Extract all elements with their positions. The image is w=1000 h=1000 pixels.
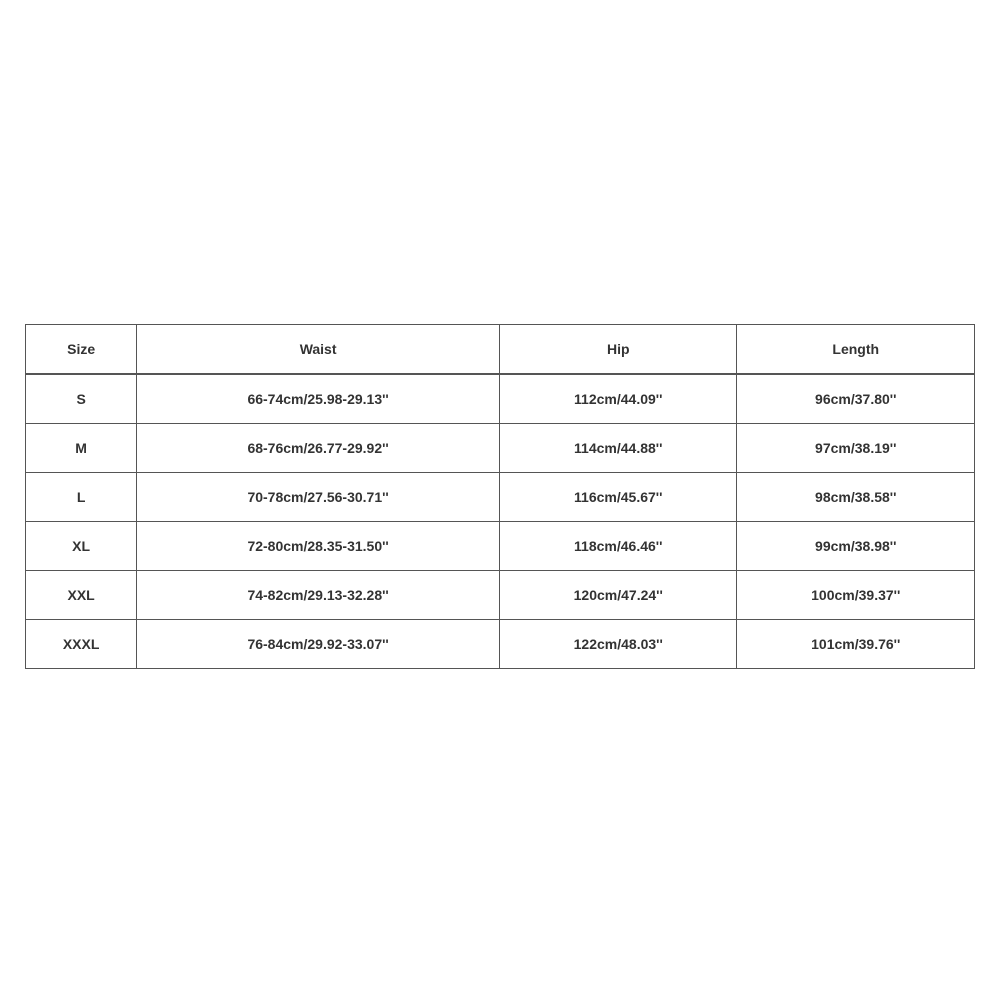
cell-size: XXL	[26, 571, 137, 620]
cell-hip: 118cm/46.46''	[499, 522, 737, 571]
cell-waist: 76-84cm/29.92-33.07''	[137, 620, 500, 669]
cell-size: XL	[26, 522, 137, 571]
cell-length: 96cm/37.80''	[737, 374, 975, 424]
table-header-row	[26, 325, 975, 375]
cell-waist: 72-80cm/28.35-31.50''	[137, 522, 500, 571]
table-row	[26, 473, 975, 522]
cell-length: 98cm/38.58''	[737, 473, 975, 522]
cell-hip: 114cm/44.88''	[499, 424, 737, 473]
cell-hip: 122cm/48.03''	[499, 620, 737, 669]
cell-hip: 116cm/45.67''	[499, 473, 737, 522]
cell-size: M	[26, 424, 137, 473]
table-row	[26, 522, 975, 571]
cell-size: L	[26, 473, 137, 522]
cell-size: S	[26, 374, 137, 424]
cell-size: XXXL	[26, 620, 137, 669]
table-row	[26, 374, 975, 424]
header-waist: Waist	[137, 325, 500, 375]
header-size: Size	[26, 325, 137, 375]
table-row	[26, 424, 975, 473]
size-chart-table	[25, 324, 975, 669]
table-row	[26, 620, 975, 669]
cell-waist: 74-82cm/29.13-32.28''	[137, 571, 500, 620]
cell-waist: 68-76cm/26.77-29.92''	[137, 424, 500, 473]
cell-length: 97cm/38.19''	[737, 424, 975, 473]
header-hip: Hip	[499, 325, 737, 375]
cell-waist: 66-74cm/25.98-29.13''	[137, 374, 500, 424]
cell-length: 99cm/38.98''	[737, 522, 975, 571]
cell-hip: 120cm/47.24''	[499, 571, 737, 620]
cell-waist: 70-78cm/27.56-30.71''	[137, 473, 500, 522]
header-length: Length	[737, 325, 975, 375]
cell-hip: 112cm/44.09''	[499, 374, 737, 424]
cell-length: 101cm/39.76''	[737, 620, 975, 669]
cell-length: 100cm/39.37''	[737, 571, 975, 620]
table-row	[26, 571, 975, 620]
